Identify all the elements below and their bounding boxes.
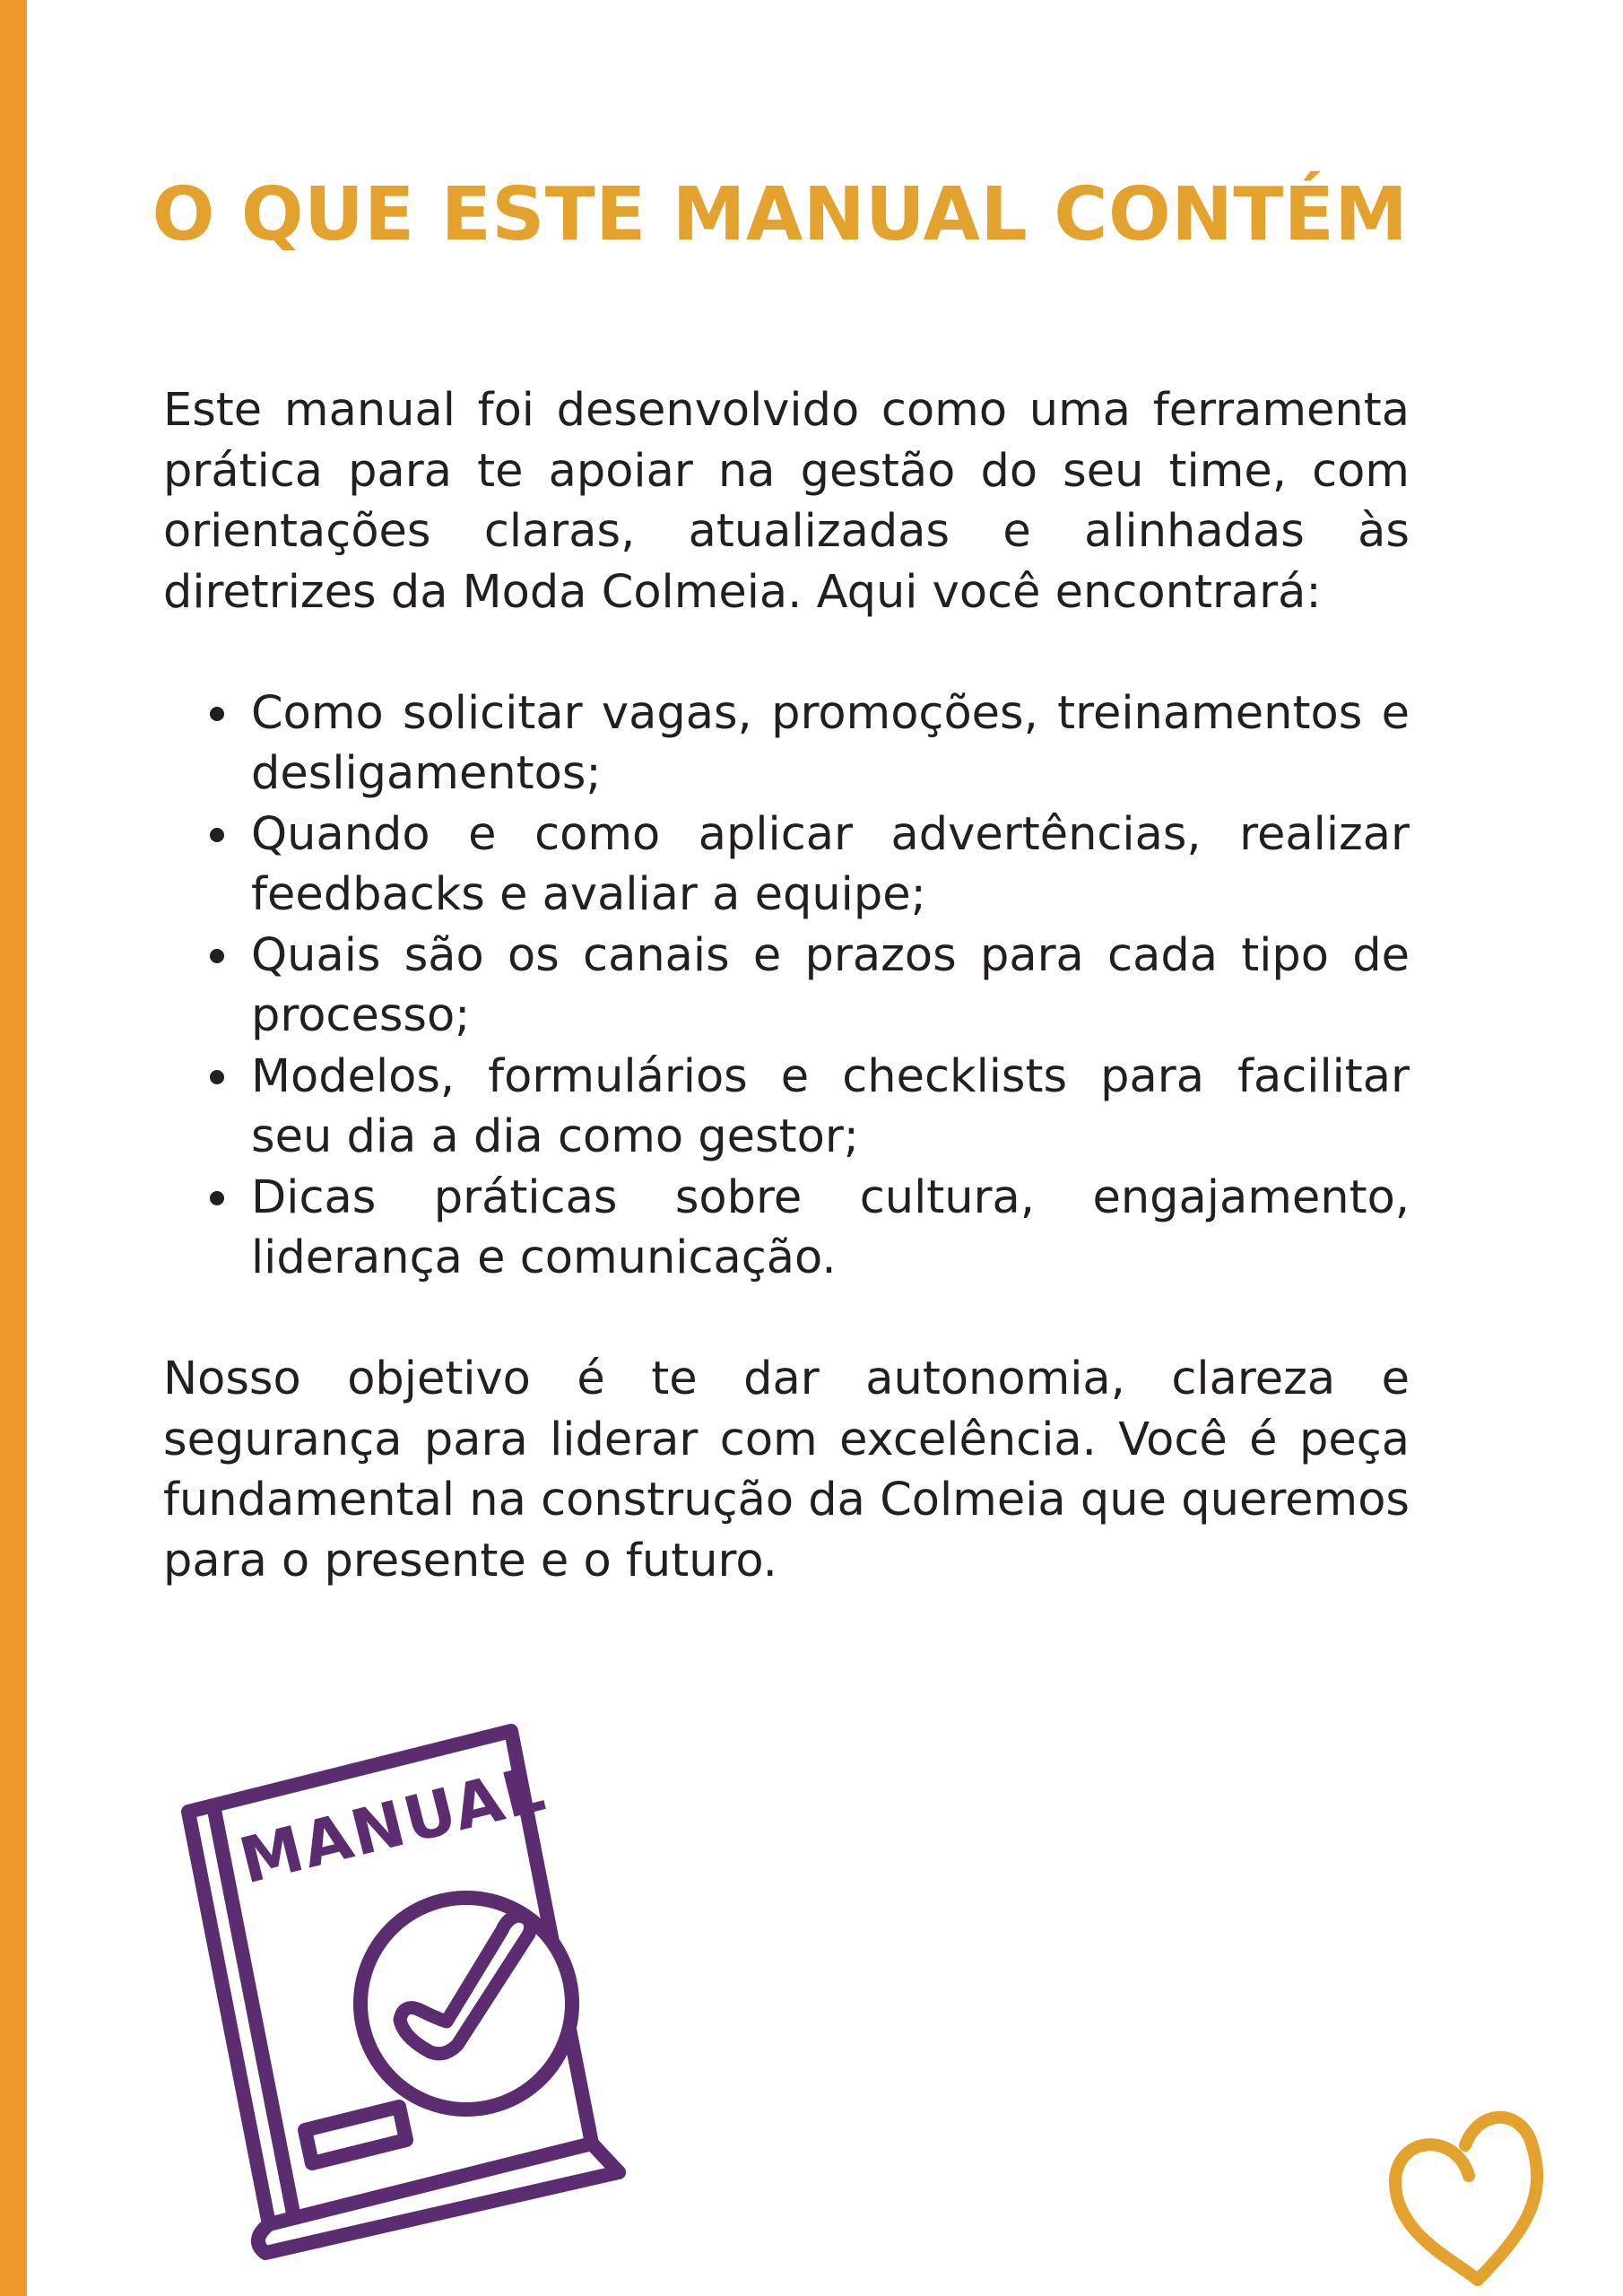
check-circle-icon	[360, 1898, 572, 2109]
heart-logo-icon	[1372, 2090, 1551, 2296]
list-item: Dicas práticas sobre cultura, engajamento, liderança e comunicação.	[251, 1168, 1410, 1289]
intro-paragraph: Este manual foi desenvolvido como uma ferramenta prática para te apoiar na gestão do seu time, com orientações claras, atualizadas e alinhadas às diretrizes da Moda Colmeia. Aqui você encontrará:	[163, 384, 1410, 619]
list-item: Quais são os canais e prazos para cada tipo de processo;	[251, 926, 1410, 1047]
book-cover-label: MANUAL	[232, 1751, 553, 1899]
content-list	[163, 683, 1410, 1289]
list-item: Quando e como aplicar advertências, realizar feedbacks e avaliar a equipe;	[251, 804, 1410, 926]
manual-book-check-icon	[161, 1722, 681, 2260]
side-accent-bar	[0, 0, 27, 2296]
list-item: Modelos, formulários e checklists para facilitar seu dia a dia como gestor;	[251, 1047, 1410, 1168]
page-title: O QUE ESTE MANUAL CONTÉM	[152, 172, 1409, 257]
closing-paragraph: Nosso objetivo é te dar autonomia, clareza e segurança para liderar com excelência. Você é peça fundamental na construção da Colmeia que queremos para o presente e o futuro.	[163, 1352, 1410, 1587]
list-item: Como solicitar vagas, promoções, treinamentos e desligamentos;	[251, 683, 1410, 804]
content-body	[163, 380, 1410, 1591]
